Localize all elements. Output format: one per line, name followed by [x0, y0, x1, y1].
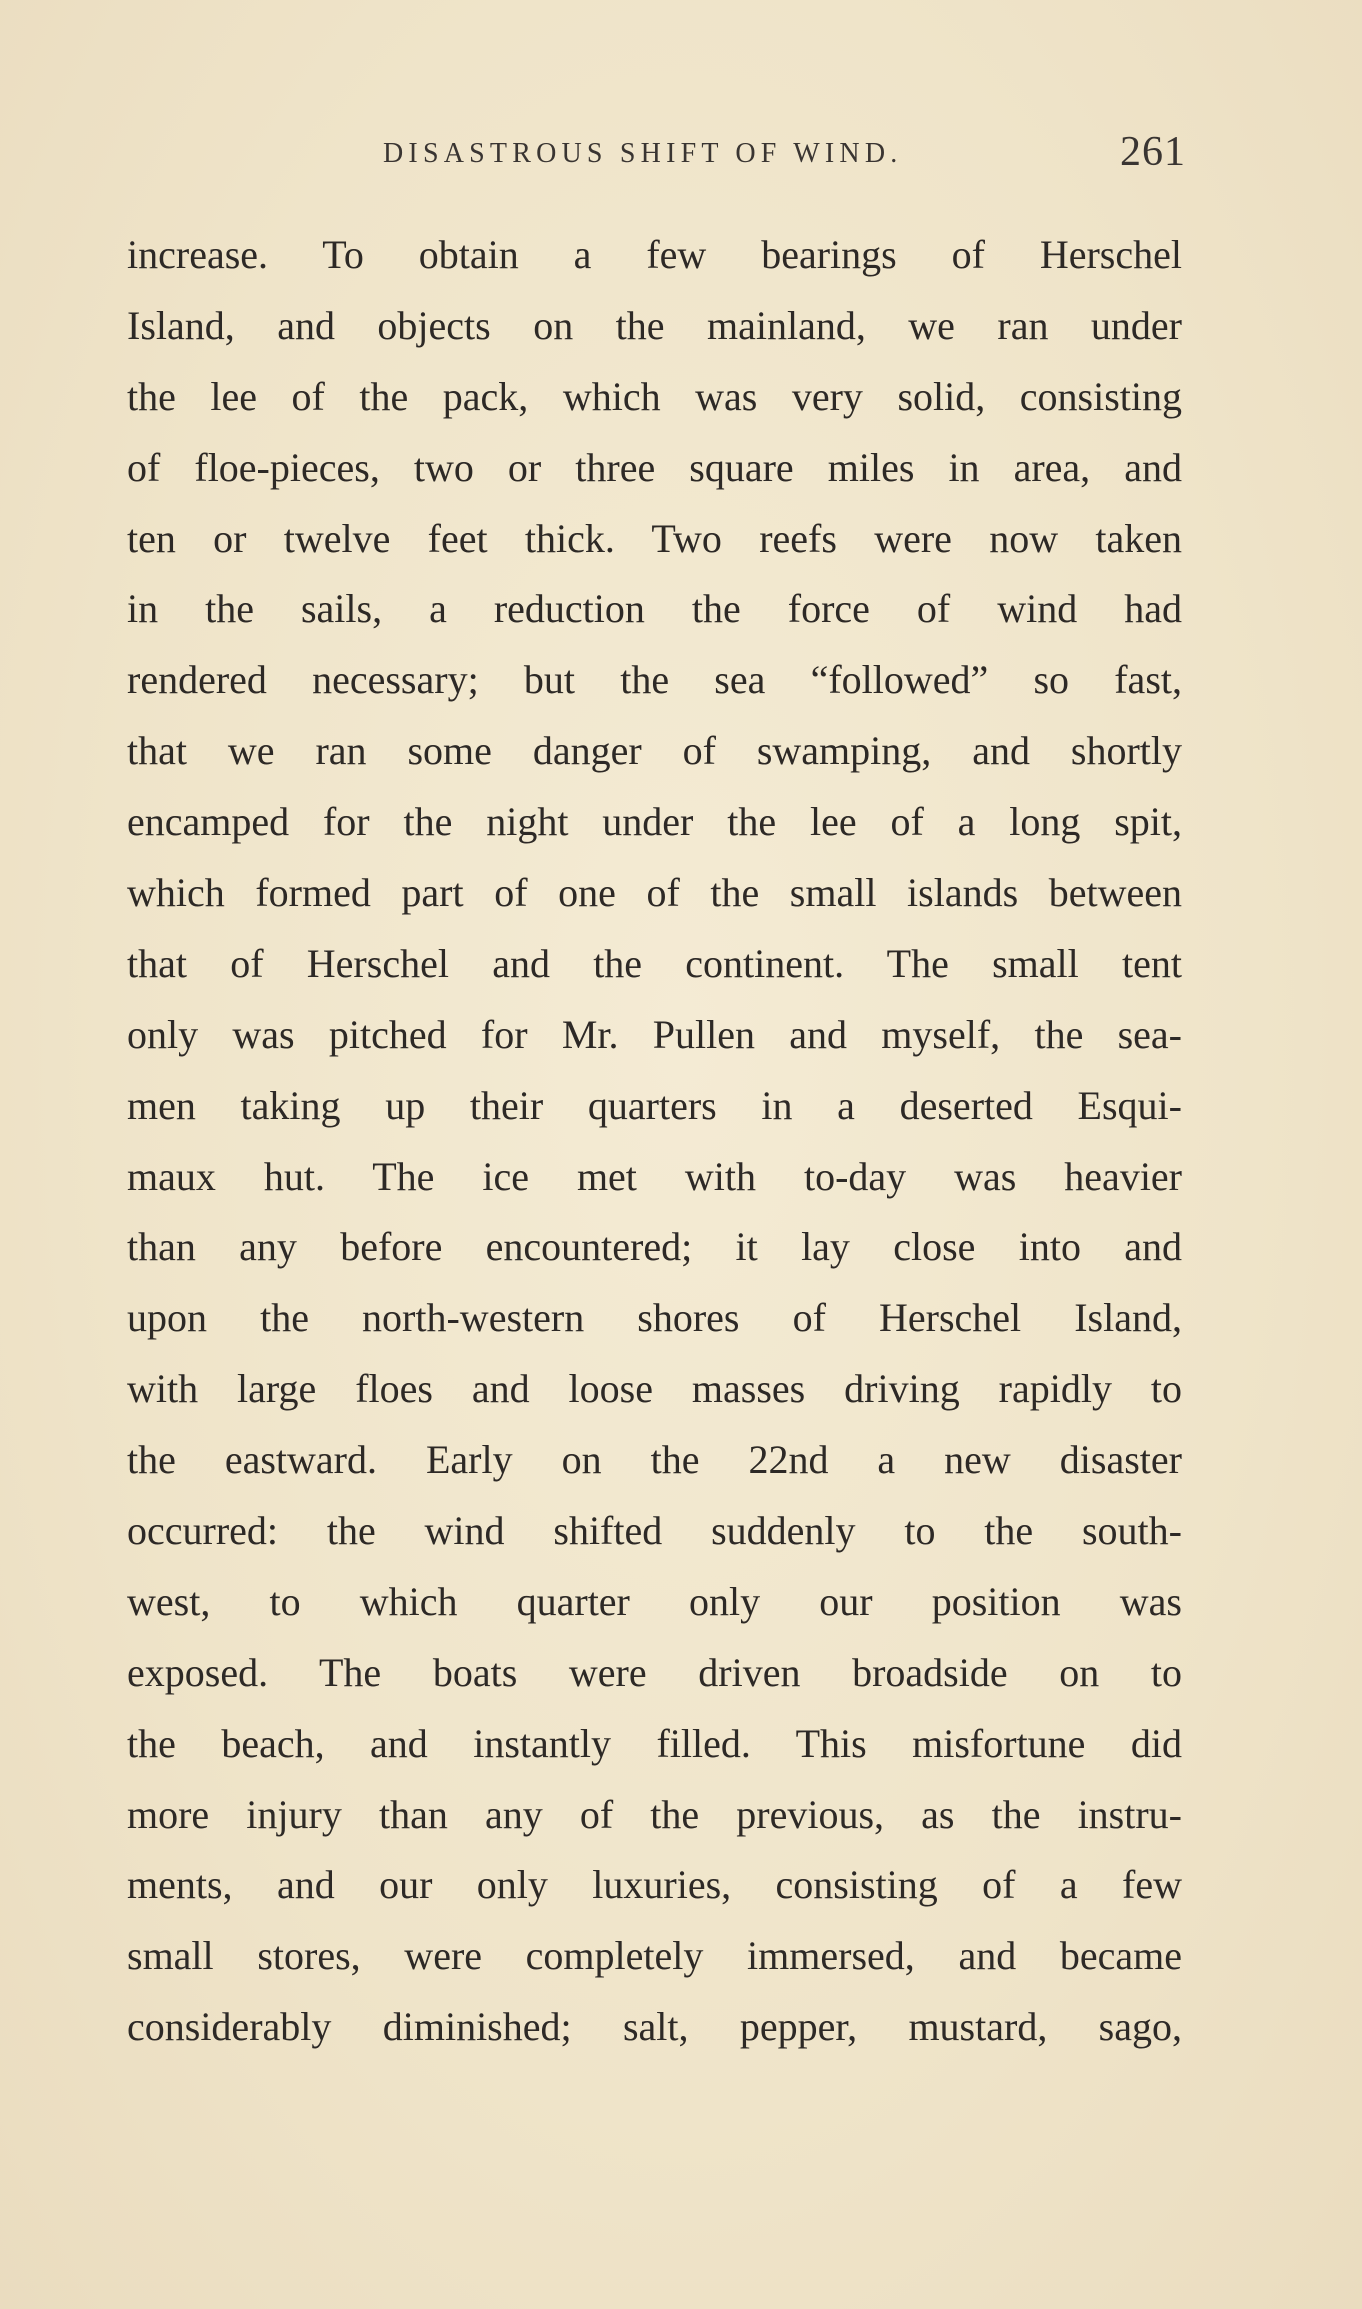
text-line: that of Herschel and the continent. The small tent [127, 940, 1182, 986]
running-head: DISASTROUS SHIFT OF WIND. [383, 138, 903, 169]
page-number: 261 [1120, 129, 1186, 175]
text-line: more injury than any of the previous, as the instru- [127, 1791, 1182, 1837]
text-line: the eastward. Early on the 22nd a new disaster [127, 1437, 1182, 1483]
text-line: west, to which quarter only our position was [127, 1578, 1182, 1624]
page-header [0, 128, 1362, 178]
text-line: encamped for the night under the lee of a long spit, [127, 799, 1182, 845]
text-line: considerably diminished; salt, pepper, mustard, sago, [127, 2004, 1182, 2050]
text-line: men taking up their quarters in a deserted Esqui- [127, 1082, 1182, 1128]
text-line: occurred: the wind shifted suddenly to the south- [127, 1508, 1182, 1554]
text-line: in the sails, a reduction the force of wind had [127, 586, 1182, 632]
text-line: ten or twelve feet thick. Two reefs were now taken [127, 515, 1182, 561]
text-line: which formed part of one of the small islands between [127, 870, 1182, 916]
text-line: with large floes and loose masses driving rapidly to [127, 1366, 1182, 1412]
text-line: only was pitched for Mr. Pullen and myself, the sea- [127, 1011, 1182, 1057]
text-line: increase. To obtain a few bearings of Herschel [127, 232, 1182, 277]
text-line: rendered necessary; but the sea “followed” so fast, [127, 657, 1182, 703]
text-line: the lee of the pack, which was very solid, consisting [127, 373, 1182, 419]
text-line: than any before encountered; it lay close into and [127, 1224, 1182, 1270]
text-line: small stores, were completely immersed, and became [127, 1933, 1182, 1979]
text-line: ments, and our only luxuries, consisting of a few [127, 1862, 1182, 1908]
text-line: that we ran some danger of swamping, and shortly [127, 728, 1182, 774]
text-line: the beach, and instantly filled. This misfortune did [127, 1720, 1182, 1766]
text-line: Island, and objects on the mainland, we ran under [127, 302, 1182, 348]
text-line: upon the north-western shores of Herschel Island, [127, 1295, 1182, 1341]
text-line: of floe-pieces, two or three square miles in area, and [127, 444, 1182, 490]
body-text [127, 220, 1182, 2063]
text-line: maux hut. The ice met with to-day was heavier [127, 1153, 1182, 1199]
text-line: exposed. The boats were driven broadside on to [127, 1649, 1182, 1695]
